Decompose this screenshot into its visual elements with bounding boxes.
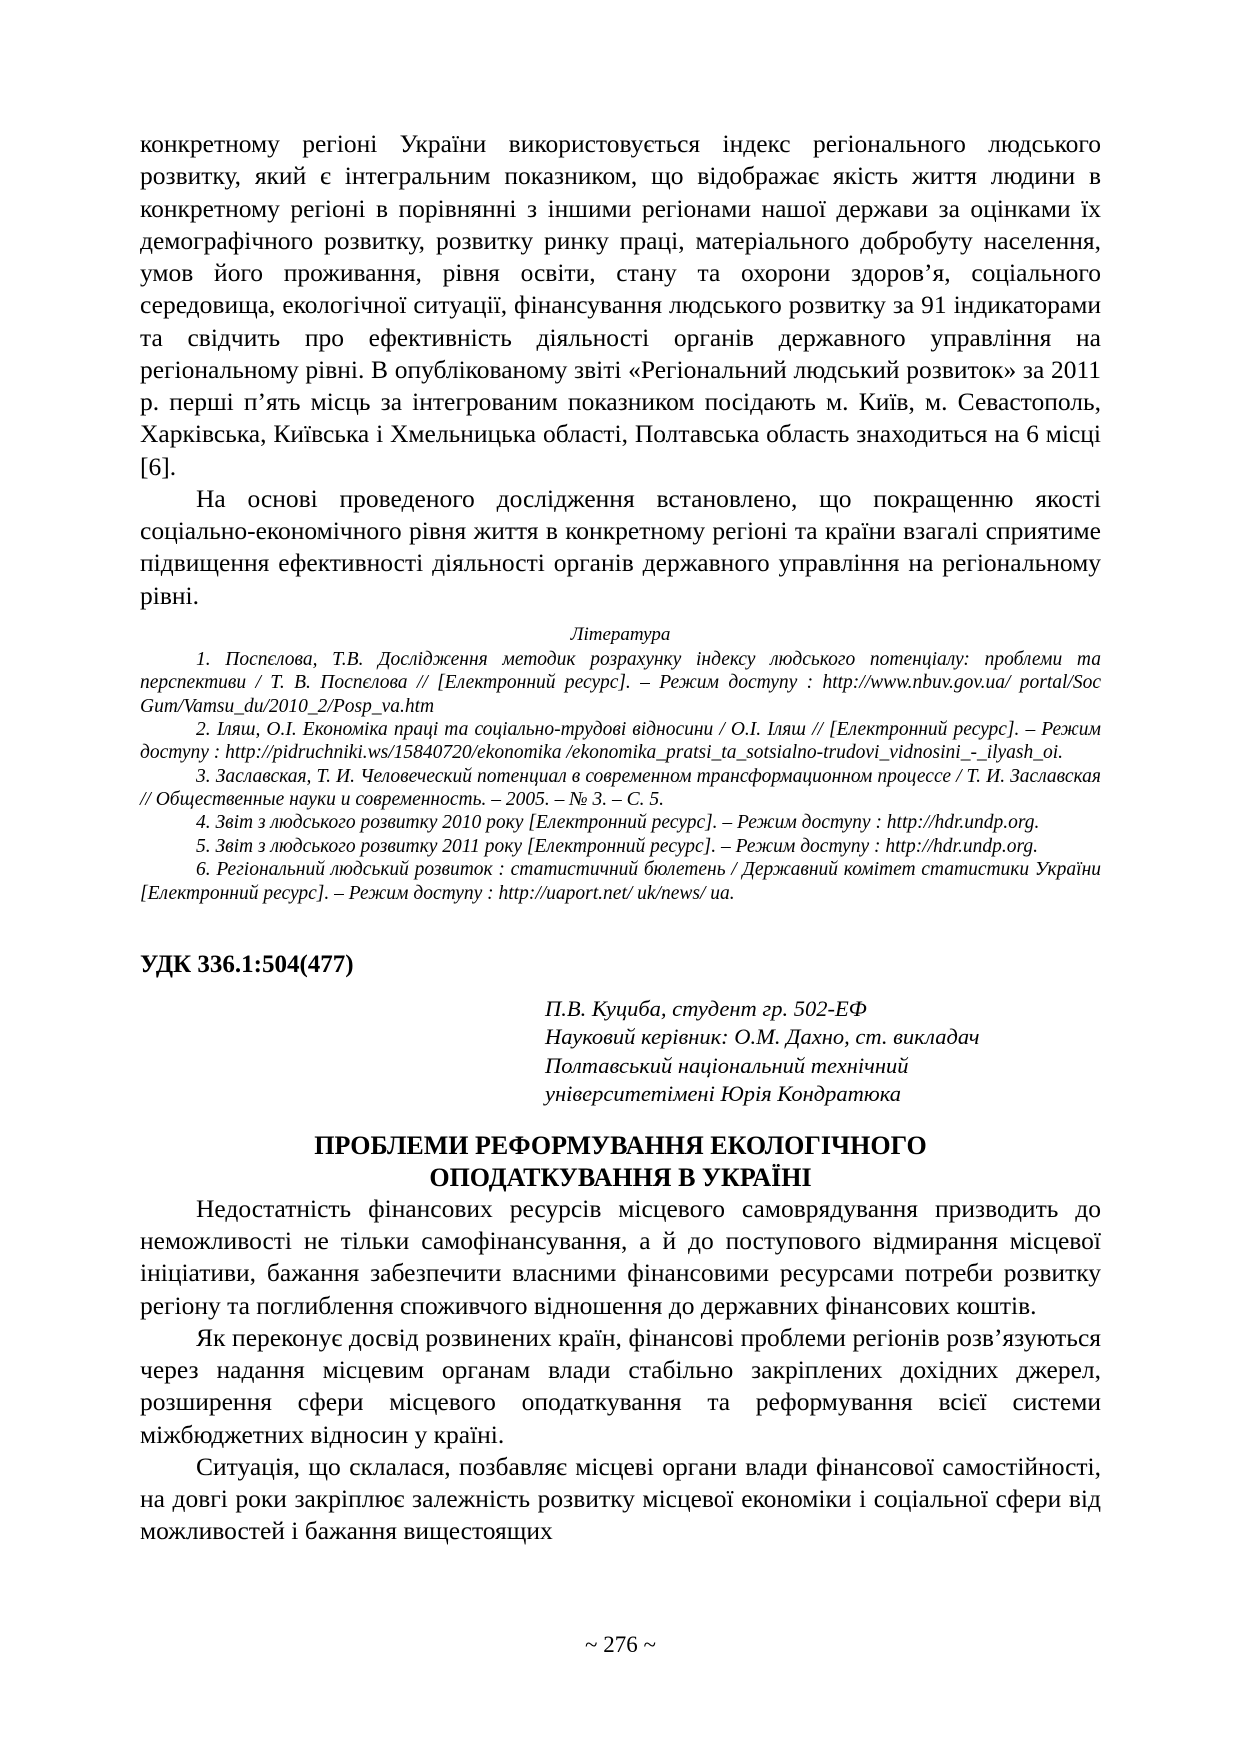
article-paragraph: Ситуація, що склалася, позбавляє місцеві органи влади фінансової самостійності, на довгі роки закріплює залежність розвитку місцевої економіки і соціальної сфери від можливостей і бажання вищестоящих <box>140 1451 1101 1546</box>
reference-item: 5. Звіт з людського розвитку 2011 року [Електронний ресурс]. – Режим доступу : http://hdr.undp.org. <box>196 835 1038 857</box>
reference-item: 1. Поспєлова, Т.В. Дослідження методик розрахунку індексу людського потенціалу: проблеми та перспективи / Т. В. Поспєлова // [Електронний ресурс]. – Режим доступу : http://www.nbuv.gov.ua/ portal/Soc Gum/Vamsu_du/2010_2/Posp_va.htm <box>140 648 1101 717</box>
article-title <box>140 1130 1101 1192</box>
paragraph-conclusion: На основі проведеного дослідження встановлено, що покращенню якості соціально-економічного рівня життя в конкретному регіоні та країни взагалі сприятиме підвищення ефективності діяльності органів державного управління на регіональному рівні. <box>140 483 1101 610</box>
supervisor-name: Науковий керівник: О.М. Дахно, ст. викладач <box>545 1024 980 1050</box>
references-heading: Література <box>570 623 671 645</box>
reference-item: 4. Звіт з людського розвитку 2010 року [Електронний ресурс]. – Режим доступу : http://hdr.undp.org. <box>196 812 1040 834</box>
paragraph-continued: конкретному регіоні України використовується індекс регіонального людського розвитку, який є інтегральним показником, що відображає якість життя людини в конкретному регіоні в порівнянні з іншими регіонами нашої держави за оцінками їх демографічного розвитку, розвитку ринку праці, матеріального добробуту населення, умов його проживання, рівня освіти, стану та охорони здоров’я, соціального середовища, екологічної ситуації, фінансування людського розвитку за 91 індикаторами та свідчить про ефективність діяльності органів державного управління на регіональному рівні. В опублікованому звіті «Регіональний людський розвиток» за 2011 р. перші п’ять місць за інтегрованим показником посідають м. Київ, м. Севастополь, Харківська, Київська і Хмельницька області, Полтавська область знаходиться на 6 місці [6]. <box>140 129 1101 481</box>
article-paragraph: Недостатність фінансових ресурсів місцевого самоврядування призводить до неможливості не тільки самофінансування, а й до поступового відмирання місцевої ініціативи, бажання забезпечити власними фінансовими ресурсами потреби розвитку регіону та поглиблення споживчого відношення до державних фінансових коштів. <box>140 1193 1101 1320</box>
article-paragraph: Як переконує досвід розвинених країн, фінансові проблеми регіонів розв’язуються через надання місцевим органам влади стабільно закріплених дохідних джерел, розширення сфери місцевого оподаткування та реформування всієї системи міжбюджетних відносин у країні. <box>140 1322 1101 1449</box>
reference-item: 6. Регіональний людський розвиток : статистичний бюлетень / Державний комітет статистики України [Електронний ресурс]. – Режим доступу : http://uaport.net/ uk/news/ ua. <box>140 859 1101 904</box>
page-number: ~ 276 ~ <box>585 1632 656 1657</box>
udk-code: УДК 336.1:504(477) <box>140 951 354 979</box>
article-title-line-1: ПРОБЛЕМИ РЕФОРМУВАННЯ ЕКОЛОГІЧНОГО <box>314 1131 927 1161</box>
affiliation-line-2: університетімені Юрія Кондратюка <box>545 1081 901 1107</box>
article-title-line-2: ОПОДАТКУВАННЯ В УКРАЇНІ <box>429 1162 812 1192</box>
reference-item: 2. Іляш, О.І. Економіка праці та соціально-трудові відносини / О.І. Іляш // [Електронний ресурс]. – Режим доступу : http://pidruchniki.ws/15840720/ekonomika /ekonomika_pratsi_ta_sotsialno-trudovi_vidnosini_-_ilyash_oi. <box>140 718 1101 764</box>
affiliation-line-1: Полтавський національний технічний <box>545 1052 909 1078</box>
author-block <box>545 995 1101 1108</box>
author-name: П.В. Куциба, студент гр. 502-ЕФ <box>545 996 867 1022</box>
reference-item: 3. Заславская, Т. И. Человеческий потенциал в современном трансформационном процессе / Т. И. Заславская // Общественные науки и современность. – 2005. – № 3. – С. 5. <box>140 765 1101 811</box>
